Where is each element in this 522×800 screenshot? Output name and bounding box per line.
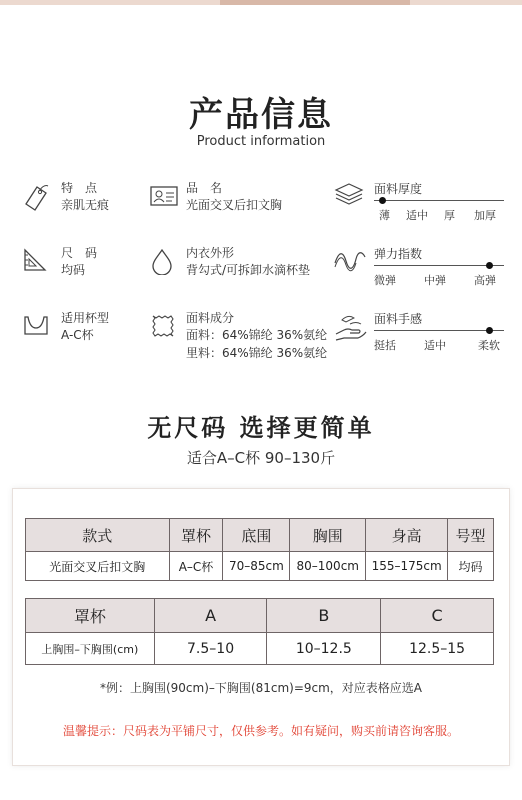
scale-feel-tick: 柔软 [478, 339, 500, 352]
table-cell: 10–12.5 [267, 633, 381, 665]
bra-icon [22, 314, 50, 338]
page-subtitle: Product information [196, 134, 326, 149]
table-header-cell: 底围 [223, 519, 290, 552]
scale-thickness-track [374, 200, 504, 201]
table-cell: 80–100cm [290, 552, 366, 581]
info-name-label: 品 名 [186, 181, 223, 195]
ruler-triangle-icon [22, 247, 48, 273]
scale-elasticity-tick: 中弹 [424, 274, 446, 287]
info-cup [22, 310, 142, 350]
info-name [150, 180, 310, 220]
table-row [26, 633, 494, 665]
scale-thickness-marker [379, 197, 386, 204]
scale-thickness [334, 180, 504, 226]
size-section-subheading: 适合A–C杯 90–130斤 [186, 449, 336, 467]
table-row [26, 552, 494, 581]
info-composition-outer: 面料：64%锦纶 36%氨纶 [186, 328, 328, 342]
info-shape-label: 内衣外形 [186, 246, 235, 260]
info-feature-value: 亲肌无痕 [61, 198, 110, 212]
table-cell: 均码 [448, 552, 494, 581]
size-section-heading: 无尺码 选择更简单 [147, 414, 375, 442]
wave-icon [334, 247, 366, 273]
scale-thickness-tick: 厚 [444, 209, 455, 222]
scale-feel-label: 面料手感 [374, 312, 423, 326]
scale-elasticity-label: 弹力指数 [374, 247, 423, 261]
scale-elasticity-marker [486, 262, 493, 269]
id-card-icon [150, 184, 178, 208]
scale-elasticity-track [374, 265, 504, 266]
info-shape-value: 背勾式/可拆卸水滴杯垫 [186, 263, 311, 277]
table-header-cell: B [267, 599, 381, 633]
table-header-cell: 罩杯 [169, 519, 223, 552]
tag-icon [22, 182, 50, 212]
table-header-cell: 号型 [448, 519, 494, 552]
table-cell: 上胸围–下胸围(cm) [26, 633, 155, 665]
scale-elasticity-tick: 微弹 [374, 274, 396, 287]
size-table [25, 518, 494, 581]
fabric-swatch-icon [150, 313, 176, 339]
hand-icon [334, 312, 368, 344]
info-composition-label: 面料成分 [186, 311, 235, 325]
info-size-label: 尺 码 [61, 246, 98, 260]
info-name-value: 光面交叉后扣文胸 [186, 198, 283, 212]
example-note: *例：上胸围(90cm)–下胸围(81cm)=9cm，对应表格应选A [99, 681, 423, 695]
table-cell: 12.5–15 [381, 633, 494, 665]
top-decor-strip [0, 0, 522, 5]
info-feature-label: 特 点 [61, 181, 98, 195]
scale-feel-track [374, 330, 504, 331]
table-header-cell: A [154, 599, 267, 633]
info-cup-label: 适用杯型 [61, 311, 110, 325]
info-cup-value: A-C杯 [61, 328, 94, 342]
info-composition-lining: 里料：64%锦纶 36%氨纶 [186, 346, 328, 360]
table-cell: 155–175cm [366, 552, 448, 581]
table-header-cell: 款式 [26, 519, 170, 552]
table-cell: 7.5–10 [154, 633, 267, 665]
info-size [22, 245, 142, 285]
scale-feel-tick: 适中 [424, 339, 446, 352]
table-cell: 70–85cm [223, 552, 290, 581]
scale-thickness-tick: 适中 [406, 209, 428, 222]
water-drop-icon [150, 247, 174, 275]
table-cell: A–C杯 [169, 552, 223, 581]
scale-thickness-tick: 加厚 [474, 209, 496, 222]
scale-thickness-label: 面料厚度 [374, 182, 423, 196]
info-feature [22, 180, 142, 220]
info-composition [150, 310, 330, 362]
table-header-cell: C [381, 599, 494, 633]
cup-table [25, 598, 494, 665]
scale-elasticity-tick: 高弹 [474, 274, 496, 287]
scale-feel [334, 310, 504, 356]
top-decor-strip-center [220, 0, 410, 5]
layers-icon [334, 182, 364, 206]
table-header-cell: 身高 [366, 519, 448, 552]
table-header-cell: 罩杯 [26, 599, 155, 633]
table-header-row [26, 599, 494, 633]
page-title: 产品信息 [189, 95, 333, 135]
scale-feel-tick: 挺括 [374, 339, 396, 352]
scale-thickness-tick: 薄 [379, 209, 390, 222]
info-shape [150, 245, 330, 285]
info-size-value: 均码 [61, 263, 86, 277]
table-header-cell: 胸围 [290, 519, 366, 552]
warm-tip: 温馨提示：尺码表为平铺尺寸，仅供参考。如有疑问，购买前请咨询客服。 [62, 724, 459, 738]
table-cell: 光面交叉后扣文胸 [26, 552, 170, 581]
scale-feel-marker [486, 327, 493, 334]
table-header-row [26, 519, 494, 552]
scale-elasticity [334, 245, 504, 291]
